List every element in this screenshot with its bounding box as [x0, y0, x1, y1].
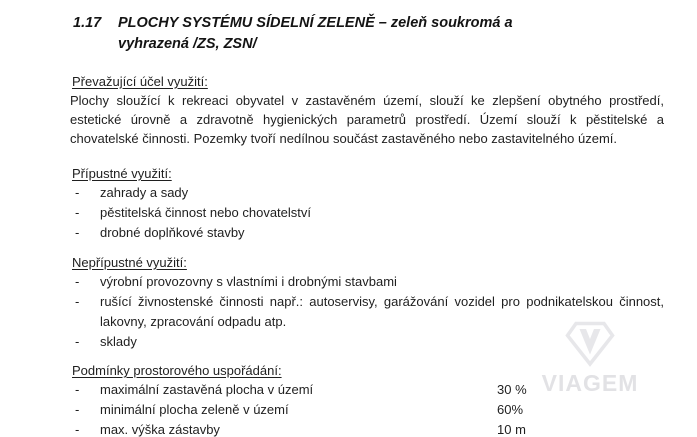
section-prevailing-use	[70, 72, 664, 148]
condition-label: max. výška zástavby	[100, 422, 220, 437]
chapter-heading	[73, 13, 664, 55]
list-item-text: sklady	[100, 334, 137, 349]
section-permitted-use	[70, 164, 664, 243]
chapter-title-line1: PLOCHY SYSTÉMU SÍDELNÍ ZELENĚ – zeleň soukromá a	[118, 15, 513, 31]
bullet-dash: -	[75, 185, 80, 200]
bullet-dash: -	[75, 225, 80, 240]
list-item-text: pěstitelská činnost nebo chovatelství	[100, 205, 312, 220]
list-item	[70, 292, 664, 332]
condition-row	[70, 420, 664, 437]
condition-value: 10 m	[497, 422, 526, 437]
list-item-text: výrobní provozovny s vlastními i drobnými stavbami	[100, 274, 397, 289]
section-spatial-conditions	[70, 361, 664, 437]
condition-label: minimální plocha zeleně v území	[100, 402, 289, 417]
bullet-dash: -	[75, 382, 80, 397]
list-item-text: zahrady a sady	[100, 185, 189, 200]
list-item	[70, 223, 664, 243]
section-title-impermissible-use: Nepřípustné využití:	[72, 255, 187, 270]
condition-row	[70, 380, 664, 400]
chapter-title	[118, 13, 513, 55]
list-item-text: drobné doplňkové stavby	[100, 225, 245, 240]
bullet-dash: -	[75, 294, 80, 309]
list-item-text: rušící živnostenské činnosti např.: autoservisy, garážování vozidel pro podnikatelskou činnost, lakovny, zpracování odpadu atp.	[100, 294, 664, 329]
list-item	[70, 203, 664, 223]
list-item	[70, 183, 664, 203]
chapter-number: 1.17	[73, 15, 102, 31]
watermark-text: VIAGEM	[541, 370, 639, 396]
bullet-dash: -	[75, 334, 80, 349]
condition-row	[70, 400, 664, 420]
bullet-dash: -	[75, 402, 80, 417]
section-impermissible-use	[70, 253, 664, 352]
condition-value: 30 %	[497, 382, 527, 397]
bullet-dash: -	[75, 422, 80, 437]
section-title-permitted-use: Přípustné využití:	[72, 166, 172, 181]
condition-label: maximální zastavěná plocha v území	[100, 382, 314, 397]
condition-value: 60%	[497, 402, 524, 417]
bullet-dash: -	[75, 205, 80, 220]
chapter-title-line2: vyhrazená /ZS, ZSN/	[118, 36, 257, 52]
list-item	[70, 332, 664, 352]
prevailing-use-paragraph: Plochy sloužící k rekreaci obyvatel v zastavěném území, slouží ke zlepšení obytného prostředí, estetické úrovně a zdravotně hygienických parametrů prostředí. Území slouží k pěstitelské a chovatelské činnosti. Pozemky tvoří nedílnou součást zastavěného nebo zastavitelného území.	[70, 93, 664, 146]
bullet-dash: -	[75, 274, 80, 289]
section-title-prevailing-use: Převažující účel využití:	[72, 74, 208, 89]
list-item	[70, 272, 664, 292]
section-title-spatial-conditions: Podmínky prostorového uspořádání:	[72, 363, 282, 378]
